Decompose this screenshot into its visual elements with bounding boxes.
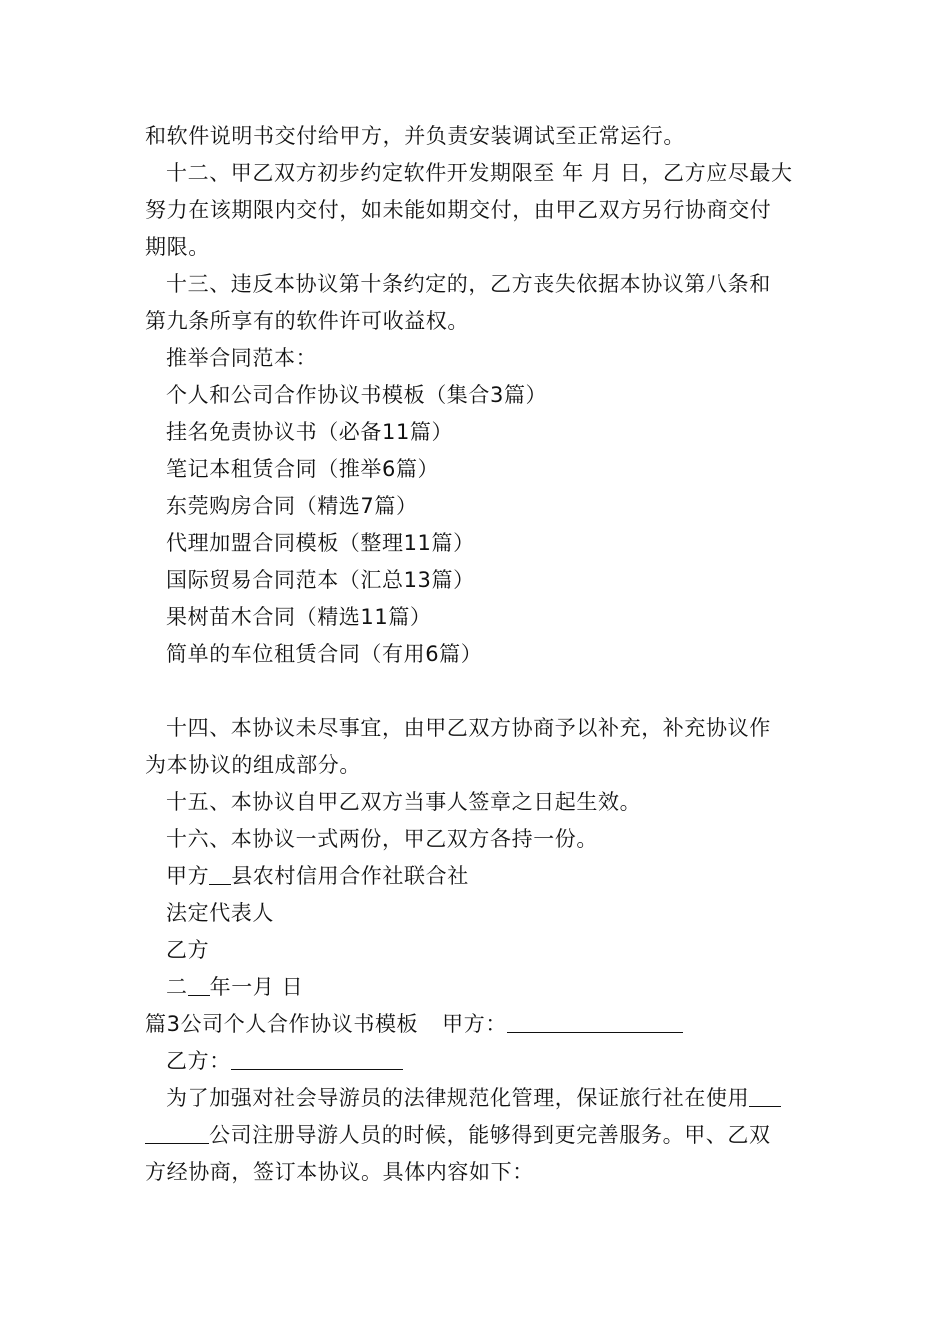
recommended-link-2[interactable]: 挂名免责协议书（必备11篇）	[166, 420, 454, 444]
clause-14-line-2: 为本协议的组成部分。	[145, 753, 361, 777]
intro-text-1: 为了加强对社会导游员的法律规范化管理，保证旅行社在使用	[166, 1086, 750, 1110]
intro-line-1	[145, 1080, 810, 1117]
intro-line-2	[145, 1117, 810, 1154]
date-prefix: 二	[166, 975, 188, 999]
document-body	[145, 118, 810, 1191]
signature-party-a	[145, 858, 810, 895]
clause-13-line-1: 十三、违反本协议第十条约定的，乙方丧失依据本协议第八条和	[166, 272, 771, 296]
clause-13-line-2: 第九条所享有的软件许可收益权。	[145, 309, 469, 333]
company-blank-2	[145, 1121, 209, 1144]
recommended-link-1[interactable]: 个人和公司合作协议书模板（集合3篇）	[166, 383, 548, 407]
clause-12-line-2: 努力在该期限内交付，如未能如期交付，由甲乙双方另行协商交付	[145, 198, 772, 222]
signature-legal-rep: 法定代表人	[166, 901, 274, 925]
party-b-fill-blank	[231, 1047, 403, 1070]
party-b-line	[145, 1043, 810, 1080]
clause-12-line-3: 期限。	[145, 235, 210, 259]
intro-line-3: 方经协商，签订本协议。具体内容如下：	[145, 1160, 534, 1184]
date-suffix: 年一月 日	[209, 975, 304, 999]
section-3-title: 篇3公司个人合作协议书模板	[145, 1012, 419, 1036]
recommended-link-7[interactable]: 果树苗木合同（精选11篇）	[166, 605, 432, 629]
recommended-heading: 推举合同范本：	[166, 346, 318, 370]
intro-text-2: 公司注册导游人员的时候，能够得到更完善服务。甲、乙双	[209, 1123, 771, 1147]
signature-date	[145, 969, 810, 1006]
recommended-link-4[interactable]: 东莞购房合同（精选7篇）	[166, 494, 418, 518]
clause-16: 十六、本协议一式两份，甲乙双方各持一份。	[166, 827, 598, 851]
paragraph-line: 和软件说明书交付给甲方，并负责安装调试至正常运行。	[145, 124, 685, 148]
clause-12-line-1: 十二、甲乙双方初步约定软件开发期限至 年 月 日，乙方应尽最大	[166, 161, 793, 185]
recommended-link-6[interactable]: 国际贸易合同范本（汇总13篇）	[166, 568, 475, 592]
recommended-link-8[interactable]: 简单的车位租赁合同（有用6篇）	[166, 642, 483, 666]
recommended-link-5[interactable]: 代理加盟合同模板（整理11篇）	[166, 531, 475, 555]
company-blank-1	[749, 1084, 781, 1107]
date-blank	[188, 973, 210, 996]
party-a-org: 县农村信用合作社联合社	[231, 864, 469, 888]
party-a-blank	[209, 862, 231, 885]
party-a-fill-blank	[507, 1010, 683, 1033]
party-a-label-2: 甲方：	[442, 1012, 507, 1036]
recommended-link-3[interactable]: 笔记本租赁合同（推举6篇）	[166, 457, 440, 481]
party-a-label: 甲方	[166, 864, 210, 888]
clause-15: 十五、本协议自甲乙双方当事人签章之日起生效。	[166, 790, 642, 814]
signature-party-b: 乙方	[166, 938, 210, 962]
clause-14-line-1: 十四、本协议未尽事宜，由甲乙双方协商予以补充，补充协议作	[166, 716, 771, 740]
party-b-label: 乙方：	[166, 1049, 231, 1073]
section-3-title-line	[145, 1006, 810, 1043]
blank-line	[145, 673, 810, 710]
